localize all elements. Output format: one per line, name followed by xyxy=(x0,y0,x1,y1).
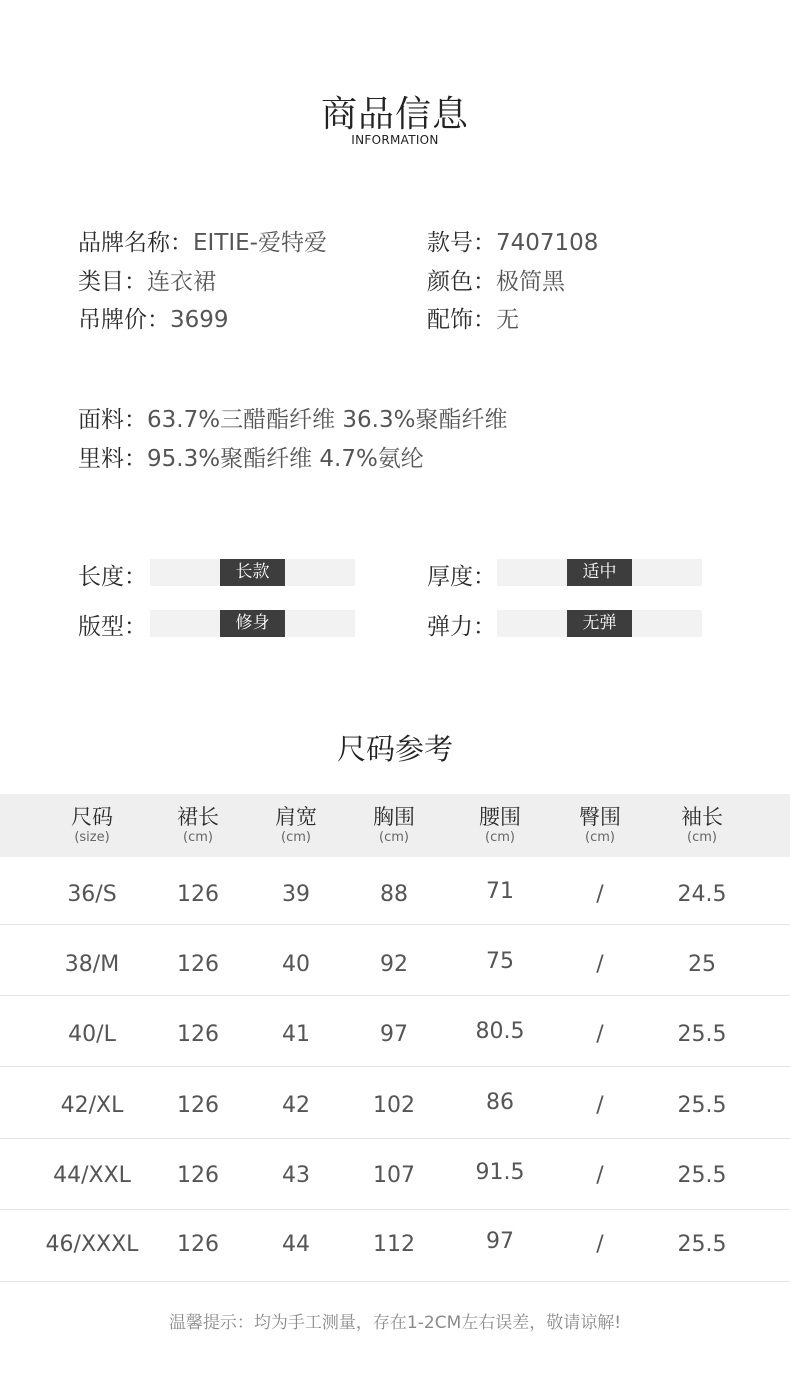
header-sleeve xyxy=(652,794,752,857)
header-name: 裙长 xyxy=(177,805,219,829)
header-name: 袖长 xyxy=(681,805,723,829)
color-info xyxy=(427,263,565,296)
table-cell: 24.5 xyxy=(677,882,727,907)
table-cell: / xyxy=(596,1093,604,1118)
table-cell: 40 xyxy=(282,952,310,977)
table-cell: 126 xyxy=(177,1022,219,1047)
header-shoulder xyxy=(246,794,346,857)
size-table-header xyxy=(0,794,790,857)
table-cell: 102 xyxy=(373,1093,415,1118)
header-waist xyxy=(450,794,550,857)
thickness-label: 厚度： xyxy=(427,564,496,590)
price-info xyxy=(78,301,229,334)
header-unit: (cm) xyxy=(183,830,213,845)
lining-label: 里料： xyxy=(78,446,147,472)
brand-info xyxy=(78,224,327,257)
lining-value: 95.3%聚酯纤维 4.7%氨纶 xyxy=(147,446,424,472)
table-cell: 36/S xyxy=(67,882,117,907)
table-cell: 41 xyxy=(282,1022,310,1047)
fit-label: 版型： xyxy=(78,614,147,640)
table-cell: 126 xyxy=(177,1163,219,1188)
table-cell: 25 xyxy=(688,952,716,977)
header-unit: (cm) xyxy=(687,830,717,845)
price-label: 吊牌价： xyxy=(78,307,170,333)
table-cell: 40/L xyxy=(68,1022,116,1047)
thickness-bar xyxy=(497,559,702,586)
category-label: 类目： xyxy=(78,269,147,295)
table-cell: 80.5 xyxy=(475,1019,525,1044)
header-unit: (cm) xyxy=(485,830,515,845)
table-cell: 112 xyxy=(373,1232,415,1257)
header-size xyxy=(42,794,142,857)
price-value: 3699 xyxy=(170,307,229,333)
fit-value: 修身 xyxy=(220,610,285,637)
header-bust xyxy=(344,794,444,857)
fabric-label: 面料： xyxy=(78,407,147,433)
style-label: 款号： xyxy=(427,230,496,256)
brand-label: 品牌名称： xyxy=(78,230,193,256)
header-unit: (cm) xyxy=(281,830,311,845)
fabric-value: 63.7%三醋酯纤维 36.3%聚酯纤维 xyxy=(147,407,508,433)
length-label: 长度： xyxy=(78,564,147,590)
brand-value: EITIE-爱特爱 xyxy=(193,230,327,256)
table-cell: 126 xyxy=(177,882,219,907)
table-row xyxy=(0,1067,790,1139)
table-cell: / xyxy=(596,1163,604,1188)
header-hip xyxy=(550,794,650,857)
color-value: 极简黑 xyxy=(496,269,565,295)
page-title: 商品信息 xyxy=(320,94,469,135)
table-cell: 44/XXL xyxy=(53,1163,131,1188)
elasticity-label: 弹力： xyxy=(427,614,496,640)
table-cell: 25.5 xyxy=(677,1163,727,1188)
table-cell: 126 xyxy=(177,1232,219,1257)
fit-bar xyxy=(150,610,355,637)
accessory-info xyxy=(427,301,519,334)
fabric-info xyxy=(78,401,507,434)
color-label: 颜色： xyxy=(427,269,496,295)
table-cell: 46/XXXL xyxy=(45,1232,139,1257)
accessory-label: 配饰： xyxy=(427,307,496,333)
table-cell: / xyxy=(596,952,604,977)
header-name: 肩宽 xyxy=(275,805,317,829)
table-row xyxy=(0,857,790,925)
table-cell: 44 xyxy=(282,1232,310,1257)
table-cell: 97 xyxy=(486,1229,514,1254)
header-name: 腰围 xyxy=(479,805,521,829)
page-subtitle: INFORMATION xyxy=(351,133,439,147)
table-cell: 25.5 xyxy=(677,1022,727,1047)
header-unit: (cm) xyxy=(585,830,615,845)
table-cell: 43 xyxy=(282,1163,310,1188)
lining-info xyxy=(78,440,424,473)
header-name: 胸围 xyxy=(373,805,415,829)
table-cell: / xyxy=(596,1232,604,1257)
elasticity-bar xyxy=(497,610,702,637)
measurement-note: 温馨提示：均为手工测量，存在1-2CM左右误差，敬请谅解! xyxy=(168,1313,622,1333)
table-row xyxy=(0,925,790,996)
table-cell: 91.5 xyxy=(475,1160,525,1185)
header-dress-length xyxy=(148,794,248,857)
table-cell: 97 xyxy=(380,1022,408,1047)
table-row xyxy=(0,1139,790,1210)
table-row xyxy=(0,1210,790,1282)
table-cell: 107 xyxy=(373,1163,415,1188)
table-row xyxy=(0,996,790,1067)
table-cell: 71 xyxy=(486,879,514,904)
header-name: 臀围 xyxy=(579,805,621,829)
table-cell: 42/XL xyxy=(60,1093,124,1118)
table-cell: 75 xyxy=(486,949,514,974)
table-cell: 25.5 xyxy=(677,1093,727,1118)
table-cell: 86 xyxy=(486,1090,514,1115)
category-value: 连衣裙 xyxy=(147,269,216,295)
table-cell: 126 xyxy=(177,1093,219,1118)
table-cell: 39 xyxy=(282,882,310,907)
table-cell: 38/M xyxy=(64,952,120,977)
table-cell: / xyxy=(596,1022,604,1047)
table-cell: / xyxy=(596,882,604,907)
elasticity-value: 无弹 xyxy=(567,610,632,637)
thickness-value: 适中 xyxy=(567,559,632,586)
style-value: 7407108 xyxy=(496,230,599,256)
table-cell: 92 xyxy=(380,952,408,977)
length-value: 长款 xyxy=(220,559,285,586)
style-info xyxy=(427,224,598,257)
table-cell: 42 xyxy=(282,1093,310,1118)
header-unit: (size) xyxy=(74,830,110,845)
category-info xyxy=(78,263,216,296)
header-unit: (cm) xyxy=(379,830,409,845)
table-cell: 25.5 xyxy=(677,1232,727,1257)
header-name: 尺码 xyxy=(71,805,113,829)
accessory-value: 无 xyxy=(496,307,519,333)
table-cell: 126 xyxy=(177,952,219,977)
length-bar xyxy=(150,559,355,586)
table-cell: 88 xyxy=(380,882,408,907)
size-chart-title: 尺码参考 xyxy=(336,732,453,766)
